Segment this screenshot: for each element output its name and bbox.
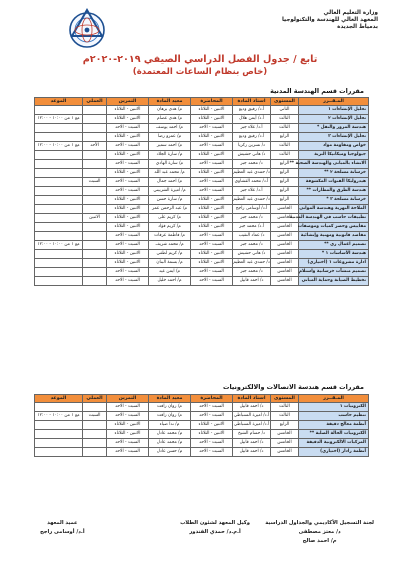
course-cell: تخطيط الصيانة وحماية المباني xyxy=(299,277,369,286)
table-cell: السبت - الاحد xyxy=(107,439,149,448)
table-cell: الاثنين - الثلاثاء xyxy=(191,169,233,178)
table-cell xyxy=(83,115,107,124)
table-cell: م/ هدى عصام xyxy=(149,115,191,124)
table-row xyxy=(35,169,369,178)
table-cell: الاثنين - الثلاثاء xyxy=(107,223,149,232)
table-cell xyxy=(35,169,83,178)
table-header-row xyxy=(35,98,369,106)
table-cell: د/ احمد قابيل xyxy=(233,448,271,457)
column-header: استاذ المادة xyxy=(233,98,271,106)
table-cell: السبت - الاحد xyxy=(107,268,149,277)
course-cell: هندسة الطرق والمطارات ** xyxy=(299,187,369,196)
table-row xyxy=(35,115,369,124)
table-cell: أ.د/ رفيق وديع xyxy=(233,133,271,142)
table-cell: السبت - الاحد xyxy=(107,241,149,250)
table-cell: الاثنين - الثلاثاء xyxy=(107,115,149,124)
course-cell: تنظيم حاسب xyxy=(299,412,369,421)
table-cell: الاثنين - الثلاثاء xyxy=(107,196,149,205)
table-cell: م/ اميرة الشربيني xyxy=(149,187,191,196)
column-header: التمرين xyxy=(107,395,149,403)
table-cell: م/ روان رافت xyxy=(149,403,191,412)
table-cell xyxy=(83,421,107,430)
registration-committee-signature xyxy=(265,519,374,546)
table-cell: مع ١ من ١٠:٠٠ - ١٢:٠٠ xyxy=(35,142,83,151)
table-row xyxy=(35,250,369,259)
table-cell: د/ محمد جبر xyxy=(233,160,271,169)
course-cell: ادارة مشروعات ١ (اختياري) xyxy=(299,259,369,268)
course-cell: الانشاء بالمبانى والهندسة الصحية ** xyxy=(299,160,369,169)
table-cell xyxy=(35,214,83,223)
table-cell xyxy=(35,133,83,142)
table-row xyxy=(35,268,369,277)
table-cell: د/ حمدي عبد العظيم xyxy=(233,196,271,205)
table-cell: م/ حسن عادل xyxy=(149,448,191,457)
table-cell: الرابع xyxy=(271,196,299,205)
table-cell: الاثنين - الثلاثاء xyxy=(107,250,149,259)
course-cell: خرسانة مسلحة ٣ * xyxy=(299,196,369,205)
table-cell: السبت - الاحد xyxy=(191,268,233,277)
table-cell xyxy=(83,268,107,277)
table-cell: الاثنين - الثلاثاء xyxy=(191,151,233,160)
table-cell: الاثنين - الثلاثاء xyxy=(191,259,233,268)
course-cell: الكترونيات الحالة الصلبة ** xyxy=(299,430,369,439)
table-row xyxy=(35,277,369,286)
table-cell: م/ ايمن عيد xyxy=(149,268,191,277)
signature-title: عميد المعهد xyxy=(47,520,78,526)
table-cell: مع ١ من ١٠:٠٠ - ١٢:٠٠ xyxy=(35,412,83,421)
table-cell: م/ هدى برهان xyxy=(149,106,191,115)
table-cell xyxy=(83,403,107,412)
table-cell: د/ حمدي عبد العظيم xyxy=(233,259,271,268)
table-cell: السبت - الاحد xyxy=(191,277,233,286)
signature-name: أ.م.د/ حمدي الفندور xyxy=(189,529,241,535)
signature-name: أ.د/ أوسامى راجح xyxy=(40,529,85,535)
table-cell: أ.د/ محمد جبر xyxy=(233,223,271,232)
table-cell xyxy=(83,151,107,160)
table-cell xyxy=(83,430,107,439)
table-cell: الاثنين - الثلاثاء xyxy=(107,430,149,439)
table-cell: الاثنين - الثلاثاء xyxy=(191,250,233,259)
column-header: استاذ المادة xyxy=(233,395,271,403)
signature-title: لجنة التسجيل الأكاديمي والجداول الدراسية xyxy=(265,520,374,526)
table-row xyxy=(35,448,369,457)
table-cell: الخامس xyxy=(271,205,299,214)
table-cell: م/ عمرو رضا xyxy=(149,133,191,142)
table-cell: السبت - الاحد xyxy=(107,124,149,133)
table-cell: م/ محمد عادل xyxy=(149,439,191,448)
schedule-title: تابع / جدول الفصل الدراسي الصيفي ٢٠١٩-٢٠٢٠م xyxy=(82,54,318,65)
comm-section-title: مقررات قسم هندسة الاتصالات والالكترونيات xyxy=(223,383,364,391)
table-cell: السبت - الاحد xyxy=(191,142,233,151)
table-cell: السبت - الاحد xyxy=(107,412,149,421)
table-cell xyxy=(35,223,83,232)
table-cell: أ.د/ رفيق وديع xyxy=(233,106,271,115)
table-cell: د/ محمد جبر xyxy=(233,214,271,223)
table-row xyxy=(35,124,369,133)
table-cell: م/ عبد الرحمن عمر xyxy=(149,205,191,214)
course-cell: تطبيقات حاسب في الهندسة المدنية xyxy=(299,214,369,223)
course-cell: مقاصد قانونية ومهنية وإنشائية xyxy=(299,232,369,241)
table-cell: م/ سارة الجلاد xyxy=(149,151,191,160)
table-row xyxy=(35,178,369,187)
course-cell: الملاحة النهرية وهندسة الموانى xyxy=(299,205,369,214)
table-cell: م/ كريم فؤاد xyxy=(149,223,191,232)
table-cell: الاثنين - الثلاثاء xyxy=(191,106,233,115)
column-header: معيد المادة xyxy=(149,98,191,106)
table-cell: أ.د/ أوسامى راجح xyxy=(233,205,271,214)
table-cell: م/ فاطمة عرفات xyxy=(149,232,191,241)
table-cell xyxy=(83,232,107,241)
table-cell: الرابع xyxy=(271,169,299,178)
table-cell: د/ عماد النقيب xyxy=(233,232,271,241)
table-cell: أ.د/ علاء جبر xyxy=(233,187,271,196)
table-cell: أ.د/ اميرة السنباطي xyxy=(233,421,271,430)
table-cell xyxy=(35,421,83,430)
column-header: المستوى xyxy=(271,395,299,403)
table-cell: السبت - الاحد xyxy=(191,160,233,169)
table-cell xyxy=(83,277,107,286)
table-cell: أ.د/ اميرة السنباطي xyxy=(233,412,271,421)
table-cell: د/ محمد جبر xyxy=(233,268,271,277)
table-cell: الخامس xyxy=(271,259,299,268)
table-cell xyxy=(35,250,83,259)
table-cell xyxy=(35,277,83,286)
table-cell: د/ حسام الشيخ xyxy=(233,430,271,439)
table-cell: الاثنين - الثلاثاء xyxy=(191,421,233,430)
table-cell xyxy=(83,160,107,169)
table-cell xyxy=(35,259,83,268)
table-cell: الخامس xyxy=(271,448,299,457)
course-cell: أنظمة رادار (اختياري) xyxy=(299,448,369,457)
table-cell: السبت - الاحد xyxy=(191,124,233,133)
column-header: المحاضرة xyxy=(191,98,233,106)
course-cell: مقاييس وحصر كميات وموصفات xyxy=(299,223,369,232)
table-cell: السبت - الاحد xyxy=(191,232,233,241)
table-cell: الاثنين - الثلاثاء xyxy=(107,259,149,268)
inst-line: بدمياط الجديدة xyxy=(337,24,378,31)
institution-block xyxy=(282,10,378,32)
comm-schedule-table xyxy=(34,394,369,457)
table-cell: الاثنين - الثلاثاء xyxy=(191,214,233,223)
table-cell xyxy=(35,403,83,412)
table-cell: د/ احمد قابيل xyxy=(233,403,271,412)
table-cell: الخامس xyxy=(271,277,299,286)
column-header: المحاضرة xyxy=(191,395,233,403)
table-row xyxy=(35,412,369,421)
table-cell: الاثنين - الثلاثاء xyxy=(191,196,233,205)
table-cell: م/ محمد عبد الله xyxy=(149,169,191,178)
civil-schedule-table xyxy=(34,97,369,286)
table-row xyxy=(35,259,369,268)
table-row xyxy=(35,142,369,151)
table-cell: السبت - الاحد xyxy=(107,277,149,286)
column-header: العملي xyxy=(83,395,107,403)
table-row xyxy=(35,232,369,241)
table-cell xyxy=(35,268,83,277)
table-cell: السبت - الاحد xyxy=(107,178,149,187)
table-cell xyxy=(83,223,107,232)
table-cell: الخامس xyxy=(271,223,299,232)
course-cell: هندسة المرور والنقل * xyxy=(299,124,369,133)
table-cell: السبت - الاحد xyxy=(191,448,233,457)
table-cell: م/ محمد شريف xyxy=(149,241,191,250)
table-cell: الاثنين - الثلاثاء xyxy=(107,205,149,214)
table-cell: الاثنين - الثلاثاء xyxy=(191,115,233,124)
table-cell: السبت xyxy=(83,412,107,421)
table-cell: الثالث xyxy=(271,124,299,133)
table-row xyxy=(35,151,369,160)
table-row xyxy=(35,430,369,439)
table-cell: الثاني xyxy=(271,106,299,115)
table-cell: الخامس xyxy=(271,214,299,223)
dean-signature xyxy=(40,519,85,537)
table-row xyxy=(35,205,369,214)
table-cell: الثالث xyxy=(271,403,299,412)
course-cell: خواص ومقاومة مواد xyxy=(299,142,369,151)
course-cell: أنظمة معالج دقيقة xyxy=(299,421,369,430)
column-header: المستوى xyxy=(271,98,299,106)
table-cell: الرابع xyxy=(271,178,299,187)
table-row xyxy=(35,187,369,196)
table-row xyxy=(35,403,369,412)
table-cell xyxy=(83,124,107,133)
table-cell: الثالث xyxy=(271,412,299,421)
header xyxy=(0,0,400,54)
table-cell: الأحد xyxy=(83,142,107,151)
table-cell: السبت - الاحد xyxy=(191,187,233,196)
table-row xyxy=(35,421,369,430)
table-cell: د/ محمد جبر xyxy=(233,241,271,250)
column-header: التمرين xyxy=(107,98,149,106)
table-cell: د/ هاني حشيش xyxy=(233,151,271,160)
table-row xyxy=(35,196,369,205)
table-cell xyxy=(35,448,83,457)
table-row xyxy=(35,106,369,115)
schedule-subtitle: (خاص بنظام الساعات المعتمدة) xyxy=(132,67,268,77)
table-cell: م/ احمد جمال xyxy=(149,178,191,187)
table-cell: الاثنين - الثلاثاء xyxy=(107,214,149,223)
table-cell: الرابع xyxy=(271,160,299,169)
table-cell xyxy=(35,160,83,169)
table-header-row xyxy=(35,395,369,403)
table-cell: الثالث xyxy=(271,115,299,124)
course-cell: المركبات الالكترونية الدقيقة xyxy=(299,439,369,448)
inst-line: وزارة التعليم العالي xyxy=(323,10,378,16)
table-cell: الاثنين - الثلاثاء xyxy=(191,223,233,232)
table-cell: د/ حمدي عبد العظيم xyxy=(233,169,271,178)
table-cell: م/ سارة الهادي xyxy=(149,160,191,169)
table-row xyxy=(35,160,369,169)
table-cell: السبت xyxy=(83,178,107,187)
table-cell: السبت - الاحد xyxy=(107,448,149,457)
course-cell: جيولوجيا وميكانيكا التربة xyxy=(299,151,369,160)
table-cell: م/ محمد عادل xyxy=(149,430,191,439)
table-cell: د/ نسرين زكريا xyxy=(233,142,271,151)
table-cell: أ.د/ أيمن هلال xyxy=(233,115,271,124)
table-cell: مع ١ من ١٠:٠٠ - ١٢:٠٠ xyxy=(35,115,83,124)
table-cell: د/ احمد قابيل xyxy=(233,439,271,448)
column-header: المـقــرر xyxy=(299,98,369,106)
table-cell xyxy=(35,205,83,214)
table-cell: م/ ندا ضياء xyxy=(149,421,191,430)
table-cell: السبت - الاحد xyxy=(191,178,233,187)
table-cell: السبت - الاحد xyxy=(191,241,233,250)
institute-logo-icon xyxy=(66,6,108,50)
course-cell: هيدروليكا القنوات المكشوفة xyxy=(299,178,369,187)
table-cell: السبت - الاحد xyxy=(107,232,149,241)
course-cell: تصميم منشآت خرسانية واستلام xyxy=(299,268,369,277)
table-cell: الثالث xyxy=(271,142,299,151)
course-cell: تصميم اعمال ري ** xyxy=(299,241,369,250)
table-cell: السبت - الاحد xyxy=(191,403,233,412)
inst-line: المعهد العالي للهندسة والتكنولوجيا xyxy=(281,17,378,24)
table-cell: السبت - الاحد xyxy=(107,160,149,169)
column-header: المـقــرر xyxy=(299,395,369,403)
table-cell: السبت - الاحد xyxy=(191,412,233,421)
table-cell xyxy=(35,178,83,187)
course-cell: تحليل الإنشاءات ١ xyxy=(299,106,369,115)
table-cell: م/ احمد سمير xyxy=(149,142,191,151)
table-cell: الاثنين - الثلاثاء xyxy=(107,151,149,160)
table-cell xyxy=(83,241,107,250)
column-header: العملي xyxy=(83,98,107,106)
table-cell: م/ بسمة البنان xyxy=(149,259,191,268)
table-cell xyxy=(83,169,107,178)
table-cell xyxy=(83,205,107,214)
table-cell xyxy=(35,430,83,439)
table-cell: م/ احمد خليل xyxy=(149,277,191,286)
table-row xyxy=(35,223,369,232)
table-cell: الثالث xyxy=(271,151,299,160)
column-header: معيد المادة xyxy=(149,395,191,403)
vice-dean-signature xyxy=(180,519,250,537)
table-cell xyxy=(83,250,107,259)
table-cell: الاثنين - الثلاثاء xyxy=(191,205,233,214)
table-cell: الخامس xyxy=(271,439,299,448)
column-header: الموعد xyxy=(35,98,83,106)
course-cell: هندسة الأساسات ١ * xyxy=(299,250,369,259)
signature-name: م/ احمد صالح xyxy=(302,538,337,544)
table-cell: الخامس xyxy=(271,268,299,277)
table-cell xyxy=(35,232,83,241)
table-cell: م/ روان رافت xyxy=(149,412,191,421)
civil-section-title: مقررات قسم الهندسة المدنية xyxy=(270,87,364,95)
table-cell: م/ كريم على xyxy=(149,214,191,223)
table-cell xyxy=(35,106,83,115)
course-cell: تحليل الإنشاءات ٣ xyxy=(299,133,369,142)
table-cell: م/ احمد يوسف xyxy=(149,124,191,133)
table-cell: الاثنين - الثلاثاء xyxy=(107,106,149,115)
table-row xyxy=(35,214,369,223)
table-cell xyxy=(35,151,83,160)
table-cell xyxy=(83,259,107,268)
column-header: الموعد xyxy=(35,395,83,403)
table-cell: م/ سارة حسن xyxy=(149,196,191,205)
table-cell xyxy=(35,124,83,133)
table-cell: السبت - الاحد xyxy=(107,187,149,196)
table-cell: السبت - الاحد xyxy=(107,142,149,151)
table-cell: الاثنين - الثلاثاء xyxy=(107,421,149,430)
table-cell: الخامس xyxy=(271,241,299,250)
table-cell: د/ احمد قابيل xyxy=(233,277,271,286)
table-cell xyxy=(83,133,107,142)
table-row xyxy=(35,133,369,142)
table-cell: الرابع xyxy=(271,421,299,430)
signature-title: وكيل المعهد لشئون الطلاب xyxy=(180,520,250,526)
table-cell: الرابع xyxy=(271,133,299,142)
table-cell xyxy=(35,187,83,196)
table-cell: أ.د/ محمد القشاوي xyxy=(233,178,271,187)
table-cell: الاثنين - الثلاثاء xyxy=(191,430,233,439)
table-row xyxy=(35,439,369,448)
table-cell: الخامس xyxy=(271,232,299,241)
table-cell: السبت - الاحد xyxy=(191,439,233,448)
table-cell xyxy=(83,106,107,115)
table-cell: الاثنين - الثلاثاء xyxy=(107,133,149,142)
table-cell: الاثنين xyxy=(83,214,107,223)
table-cell xyxy=(35,439,83,448)
table-cell xyxy=(83,439,107,448)
table-row xyxy=(35,241,369,250)
table-cell: الخامس xyxy=(271,430,299,439)
signature-name: د/ معتز مصطفى xyxy=(298,529,341,535)
table-cell: الاثنين - الثلاثاء xyxy=(191,133,233,142)
table-cell: الاثنين - الثلاثاء xyxy=(107,169,149,178)
table-cell xyxy=(83,448,107,457)
table-cell xyxy=(35,196,83,205)
course-cell: تحليل الإنشاءات ٢ xyxy=(299,115,369,124)
course-cell: خرسانة مسلحة ٢ ** xyxy=(299,169,369,178)
table-cell: السبت - الاحد xyxy=(107,403,149,412)
table-cell xyxy=(83,187,107,196)
table-cell: أ.د/ علاء جبر xyxy=(233,124,271,133)
table-cell: الرابع xyxy=(271,187,299,196)
table-cell: الخامس xyxy=(271,250,299,259)
course-cell: الكترونيات ١ xyxy=(299,403,369,412)
table-cell: م/ كريم لطفي xyxy=(149,250,191,259)
table-cell: مع ١ من ١٠:٠٠ - ١٢:٠٠ xyxy=(35,241,83,250)
table-cell xyxy=(83,196,107,205)
table-cell: د/ هاني حشيش xyxy=(233,250,271,259)
